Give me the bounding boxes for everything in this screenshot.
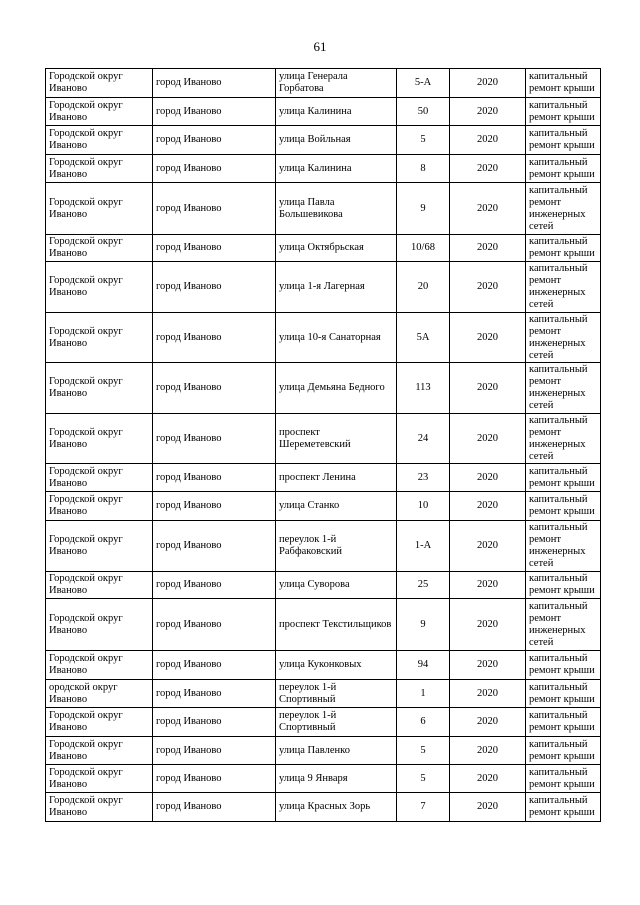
year-cell: 2020 <box>450 414 526 464</box>
house-number-cell: 8 <box>397 155 450 183</box>
table-row <box>46 126 601 155</box>
street-cell: улица Калинина <box>276 98 397 126</box>
year-cell: 2020 <box>450 464 526 492</box>
house-number-cell: 94 <box>397 651 450 680</box>
municipality-cell: Городской округ Иваново <box>46 414 153 464</box>
year-cell: 2020 <box>450 363 526 414</box>
work-type-cell: капитальный ремонт крыши <box>526 708 601 737</box>
table-row <box>46 708 601 737</box>
year-cell: 2020 <box>450 599 526 651</box>
house-number-cell: 9 <box>397 183 450 235</box>
work-type-cell: капитальный ремонт инженерных сетей <box>526 313 601 363</box>
street-cell: переулок 1-й Рабфаковский <box>276 521 397 572</box>
table-row <box>46 680 601 708</box>
locality-cell: город Иваново <box>153 126 276 155</box>
table-row <box>46 98 601 126</box>
municipality-cell: Городской округ Иваново <box>46 521 153 572</box>
year-cell: 2020 <box>450 521 526 572</box>
year-cell: 2020 <box>450 262 526 313</box>
year-cell: 2020 <box>450 708 526 737</box>
locality-cell: город Иваново <box>153 98 276 126</box>
repair-program-table <box>45 68 601 822</box>
work-type-cell: капитальный ремонт крыши <box>526 793 601 822</box>
work-type-cell: капитальный ремонт инженерных сетей <box>526 183 601 235</box>
municipality-cell: Городской округ Иваново <box>46 155 153 183</box>
work-type-cell: капитальный ремонт крыши <box>526 155 601 183</box>
street-cell: улица Генерала Горбатова <box>276 69 397 98</box>
work-type-cell: капитальный ремонт инженерных сетей <box>526 414 601 464</box>
house-number-cell: 5-А <box>397 69 450 98</box>
street-cell: проспект Текстильщиков <box>276 599 397 651</box>
house-number-cell: 1-А <box>397 521 450 572</box>
year-cell: 2020 <box>450 155 526 183</box>
municipality-cell: Городской округ Иваново <box>46 262 153 313</box>
locality-cell: город Иваново <box>153 708 276 737</box>
municipality-cell: Городской округ Иваново <box>46 126 153 155</box>
table-row <box>46 235 601 262</box>
municipality-cell: Городской округ Иваново <box>46 765 153 793</box>
municipality-cell: Городской округ Иваново <box>46 98 153 126</box>
work-type-cell: капитальный ремонт крыши <box>526 69 601 98</box>
year-cell: 2020 <box>450 765 526 793</box>
locality-cell: город Иваново <box>153 793 276 822</box>
year-cell: 2020 <box>450 572 526 599</box>
locality-cell: город Иваново <box>153 492 276 521</box>
work-type-cell: капитальный ремонт инженерных сетей <box>526 521 601 572</box>
municipality-cell: Городской округ Иваново <box>46 708 153 737</box>
year-cell: 2020 <box>450 651 526 680</box>
street-cell: переулок 1-й Спортивный <box>276 708 397 737</box>
street-cell: улица Куконковых <box>276 651 397 680</box>
street-cell: улица Красных Зорь <box>276 793 397 822</box>
table-row <box>46 183 601 235</box>
street-cell: улица Войльная <box>276 126 397 155</box>
year-cell: 2020 <box>450 313 526 363</box>
house-number-cell: 10/68 <box>397 235 450 262</box>
table-row <box>46 599 601 651</box>
locality-cell: город Иваново <box>153 414 276 464</box>
street-cell: улица Суворова <box>276 572 397 599</box>
table-row <box>46 262 601 313</box>
page-number: 61 <box>313 39 327 54</box>
street-cell: улица 10-я Санаторная <box>276 313 397 363</box>
table-row <box>46 69 601 98</box>
municipality-cell: Городской округ Иваново <box>46 572 153 599</box>
work-type-cell: капитальный ремонт крыши <box>526 464 601 492</box>
table-row <box>46 765 601 793</box>
work-type-cell: капитальный ремонт крыши <box>526 98 601 126</box>
municipality-cell: Городской округ Иваново <box>46 69 153 98</box>
table-row <box>46 363 601 414</box>
municipality-cell: Городской округ Иваново <box>46 363 153 414</box>
table-row <box>46 737 601 765</box>
table-row <box>46 155 601 183</box>
street-cell: улица Станко <box>276 492 397 521</box>
municipality-cell: Городской округ Иваново <box>46 235 153 262</box>
year-cell: 2020 <box>450 492 526 521</box>
house-number-cell: 9 <box>397 599 450 651</box>
street-cell: проспект Ленина <box>276 464 397 492</box>
table-row <box>46 572 601 599</box>
street-cell: улица Павленко <box>276 737 397 765</box>
table-row <box>46 793 601 822</box>
municipality-cell: Городской округ Иваново <box>46 737 153 765</box>
locality-cell: город Иваново <box>153 737 276 765</box>
locality-cell: город Иваново <box>153 69 276 98</box>
locality-cell: город Иваново <box>153 680 276 708</box>
year-cell: 2020 <box>450 183 526 235</box>
locality-cell: город Иваново <box>153 464 276 492</box>
municipality-cell: ородской округ Иваново <box>46 680 153 708</box>
work-type-cell: капитальный ремонт крыши <box>526 737 601 765</box>
house-number-cell: 5 <box>397 126 450 155</box>
street-cell: улица 1-я Лагерная <box>276 262 397 313</box>
municipality-cell: Городской округ Иваново <box>46 599 153 651</box>
work-type-cell: капитальный ремонт крыши <box>526 680 601 708</box>
locality-cell: город Иваново <box>153 262 276 313</box>
municipality-cell: Городской округ Иваново <box>46 464 153 492</box>
house-number-cell: 5 <box>397 737 450 765</box>
year-cell: 2020 <box>450 98 526 126</box>
locality-cell: город Иваново <box>153 155 276 183</box>
table-row <box>46 492 601 521</box>
work-type-cell: капитальный ремонт крыши <box>526 572 601 599</box>
street-cell: улица 9 Января <box>276 765 397 793</box>
street-cell: проспект Шереметевский <box>276 414 397 464</box>
street-cell: улица Демьяна Бедного <box>276 363 397 414</box>
municipality-cell: Городской округ Иваново <box>46 183 153 235</box>
house-number-cell: 7 <box>397 793 450 822</box>
house-number-cell: 20 <box>397 262 450 313</box>
locality-cell: город Иваново <box>153 363 276 414</box>
table-row <box>46 414 601 464</box>
house-number-cell: 10 <box>397 492 450 521</box>
locality-cell: город Иваново <box>153 765 276 793</box>
work-type-cell: капитальный ремонт крыши <box>526 126 601 155</box>
work-type-cell: капитальный ремонт крыши <box>526 765 601 793</box>
table-body <box>46 69 601 822</box>
house-number-cell: 5А <box>397 313 450 363</box>
locality-cell: город Иваново <box>153 572 276 599</box>
year-cell: 2020 <box>450 793 526 822</box>
work-type-cell: капитальный ремонт инженерных сетей <box>526 262 601 313</box>
work-type-cell: капитальный ремонт инженерных сетей <box>526 599 601 651</box>
house-number-cell: 23 <box>397 464 450 492</box>
work-type-cell: капитальный ремонт крыши <box>526 651 601 680</box>
house-number-cell: 113 <box>397 363 450 414</box>
house-number-cell: 5 <box>397 765 450 793</box>
street-cell: улица Октябрьская <box>276 235 397 262</box>
house-number-cell: 25 <box>397 572 450 599</box>
locality-cell: город Иваново <box>153 183 276 235</box>
table-row <box>46 521 601 572</box>
table-row <box>46 464 601 492</box>
municipality-cell: Городской округ Иваново <box>46 651 153 680</box>
locality-cell: город Иваново <box>153 651 276 680</box>
table-row <box>46 651 601 680</box>
house-number-cell: 6 <box>397 708 450 737</box>
work-type-cell: капитальный ремонт крыши <box>526 235 601 262</box>
year-cell: 2020 <box>450 235 526 262</box>
year-cell: 2020 <box>450 126 526 155</box>
table-row <box>46 313 601 363</box>
year-cell: 2020 <box>450 69 526 98</box>
locality-cell: город Иваново <box>153 521 276 572</box>
year-cell: 2020 <box>450 737 526 765</box>
street-cell: улица Калинина <box>276 155 397 183</box>
street-cell: переулок 1-й Спортивный <box>276 680 397 708</box>
work-type-cell: капитальный ремонт крыши <box>526 492 601 521</box>
work-type-cell: капитальный ремонт инженерных сетей <box>526 363 601 414</box>
municipality-cell: Городской округ Иваново <box>46 313 153 363</box>
locality-cell: город Иваново <box>153 599 276 651</box>
municipality-cell: Городской округ Иваново <box>46 492 153 521</box>
house-number-cell: 1 <box>397 680 450 708</box>
house-number-cell: 50 <box>397 98 450 126</box>
street-cell: улица Павла Большевикова <box>276 183 397 235</box>
locality-cell: город Иваново <box>153 313 276 363</box>
municipality-cell: Городской округ Иваново <box>46 793 153 822</box>
year-cell: 2020 <box>450 680 526 708</box>
house-number-cell: 24 <box>397 414 450 464</box>
locality-cell: город Иваново <box>153 235 276 262</box>
